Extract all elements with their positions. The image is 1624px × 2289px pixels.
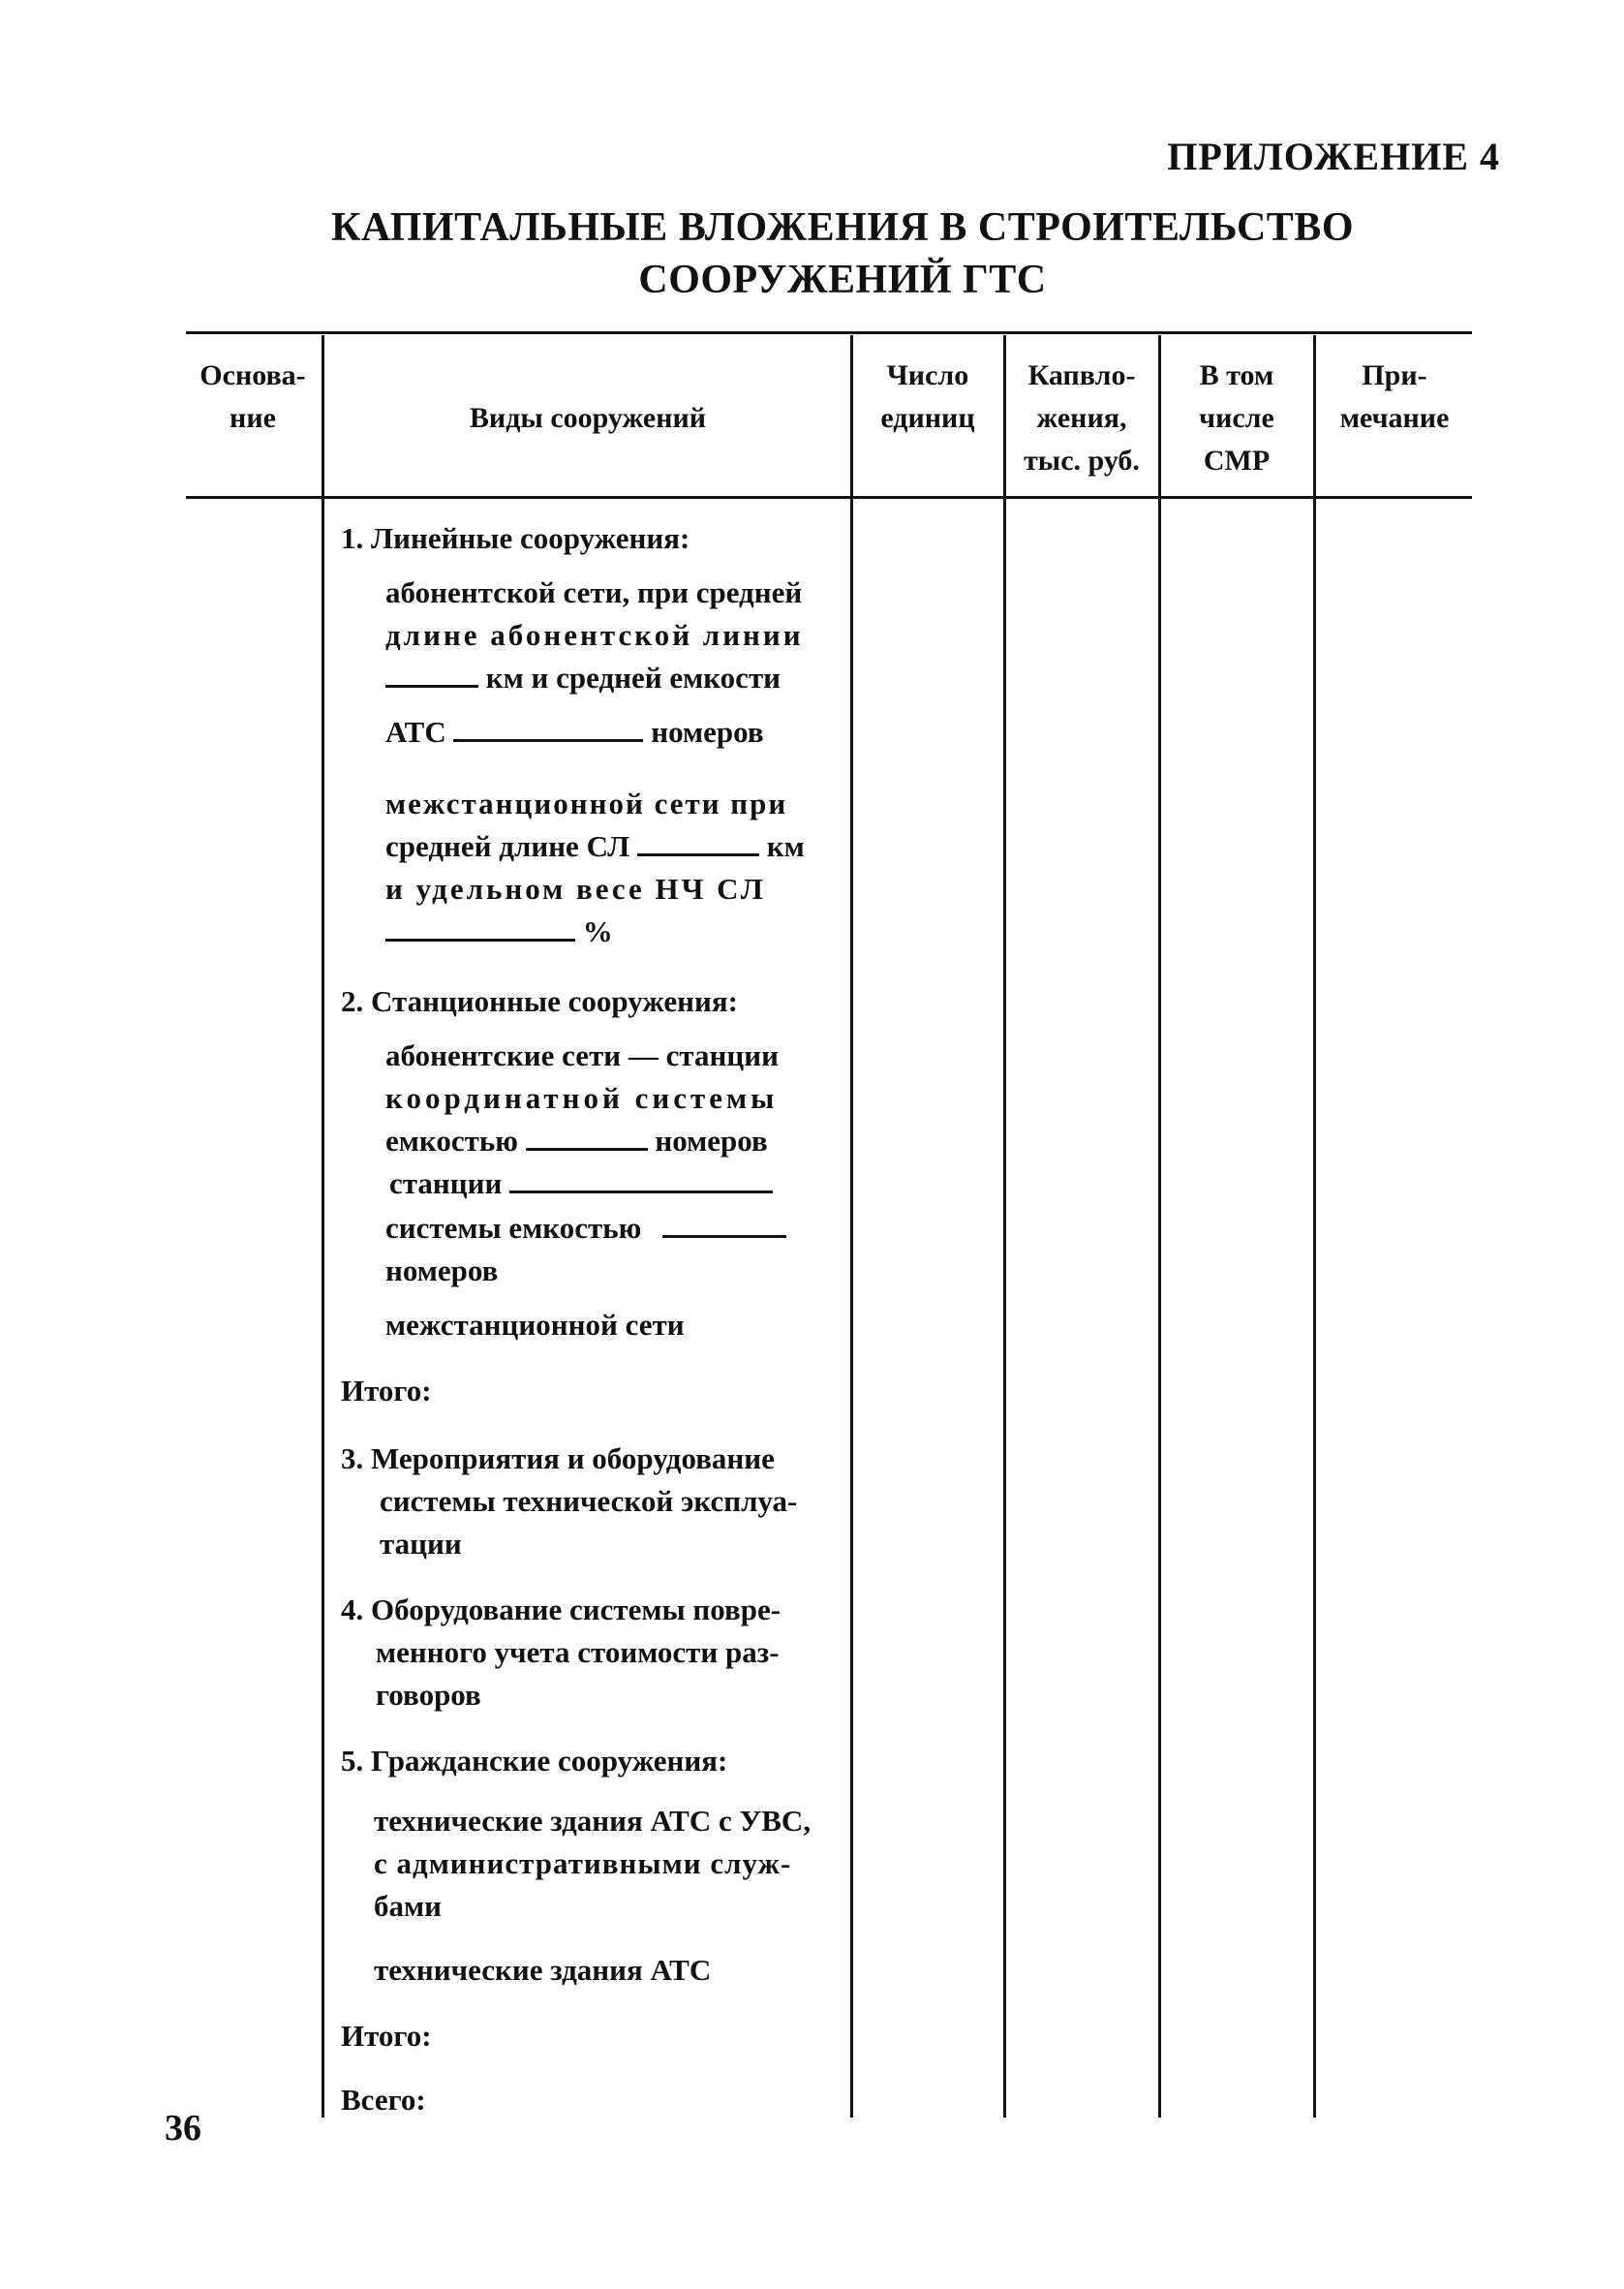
grand-total-row: Всего: <box>341 2083 426 2117</box>
section-2-line-4: станции <box>389 1162 773 1205</box>
section-5-line-3: бами <box>374 1889 442 1923</box>
section-1-subscriber-network: абонентской сети, при средней <box>385 575 803 609</box>
header-smr: В том числе СМР <box>1199 359 1274 477</box>
section-1-interstation-3: и удельном весе НЧ СЛ <box>385 872 766 906</box>
header-types: Виды сооружений <box>469 402 707 434</box>
section-2-line-2: координатной системы <box>385 1081 779 1115</box>
header-basis: Основа- ние <box>199 359 306 434</box>
header-notes: При- мечание <box>1339 359 1450 434</box>
header-units: Число единиц <box>880 359 975 434</box>
blank-sl-length <box>637 828 759 856</box>
appendix-label: ПРИЛОЖЕНИЕ 4 <box>1167 135 1500 178</box>
section-5-line-2: с административными служ- <box>374 1846 792 1880</box>
section-1-interstation-2: средней длине СЛ км <box>385 829 805 863</box>
total-row-2: Итого: <box>341 2019 432 2053</box>
section-1-line-length: длине абонентской линии <box>385 618 804 652</box>
document-title <box>155 201 1530 306</box>
section-2-line-5: системы емкостью <box>385 1207 786 1250</box>
section-2-line-7: межстанционной сети <box>385 1308 685 1342</box>
title-line-1: КАПИТАЛЬНЫЕ ВЛОЖЕНИЯ В СТРОИТЕЛЬСТВО <box>331 205 1354 250</box>
column-divider-3 <box>1003 335 1006 2118</box>
section-2-line-1: абонентские сети — станции <box>385 1038 779 1072</box>
column-divider-4 <box>1158 335 1161 2118</box>
blank-percent <box>385 913 575 942</box>
section-3-line-1: 3. Мероприятия и оборудование <box>341 1441 775 1475</box>
column-divider-1 <box>322 335 324 2118</box>
section-3-line-2: системы технической эксплуа- <box>380 1484 798 1518</box>
blank-ats-numbers <box>453 714 643 742</box>
section-2-line-6: номеров <box>385 1253 499 1287</box>
table-top-rule <box>186 331 1472 334</box>
page-number: 36 <box>165 2108 201 2149</box>
section-5-line-4: технические здания АТС <box>374 1953 712 1987</box>
section-1-interstation-1: межстанционной сети при <box>385 787 788 820</box>
section-4-line-2: менного учета стоимости раз- <box>376 1635 780 1669</box>
blank-system-capacity <box>662 1210 786 1238</box>
section-4-line-1: 4. Оборудование системы повре- <box>341 1593 781 1626</box>
blank-capacity <box>526 1123 648 1151</box>
section-5-line-1: технические здания АТС с УВС, <box>374 1804 812 1838</box>
column-divider-5 <box>1313 335 1316 2118</box>
section-3-line-3: тации <box>380 1527 462 1561</box>
table-header-rule <box>186 496 1472 499</box>
section-1-title: 1. Линейные сооружения: <box>341 521 690 555</box>
blank-km <box>385 660 478 688</box>
section-2-line-3: емкостью номеров <box>385 1124 768 1158</box>
blank-station-type <box>509 1165 773 1193</box>
section-4-line-3: говоров <box>376 1678 481 1712</box>
column-divider-2 <box>850 335 853 2118</box>
section-5-title: 5. Гражданские сооружения: <box>341 1744 728 1778</box>
title-line-2: СООРУЖЕНИЙ ГТС <box>638 258 1047 302</box>
section-1-percent-line: % <box>385 911 613 953</box>
section-2-title: 2. Станционные сооружения: <box>341 984 738 1018</box>
header-capex: Капвло- жения, тыс. руб. <box>1024 359 1140 477</box>
section-1-ats-line: АТС номеров <box>385 715 764 749</box>
section-1-km-capacity-line: км и средней емкости <box>385 657 781 699</box>
total-row-1: Итого: <box>341 1374 432 1407</box>
